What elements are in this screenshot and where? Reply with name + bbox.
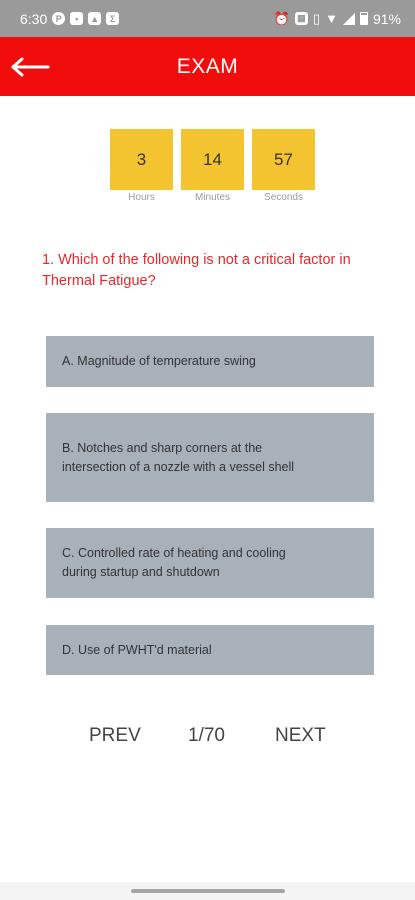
battery-percent: 91% (372, 10, 401, 27)
signal-icon: ▦ (295, 12, 308, 25)
timer-minutes-value: 14 (181, 129, 244, 190)
vibrate-icon: ▯ (312, 11, 321, 26)
p-circle-icon: P (52, 12, 65, 25)
timer-hours (110, 129, 173, 203)
answer-option-b-label: B. Notches and sharp corners at the intersection of a nozzle with a vessel shell (62, 440, 295, 474)
image-icon: ▲ (88, 12, 101, 25)
answer-option-c-label: C. Controlled rate of heating and cooling during startup and shutdown (62, 546, 286, 579)
status-right (274, 11, 401, 27)
timer-seconds-label: Seconds (264, 192, 303, 203)
answer-option-a-label: A. Magnitude of temperature swing (62, 354, 256, 368)
answer-option-a[interactable] (46, 336, 374, 387)
next-button[interactable]: NEXT (275, 725, 326, 746)
page-title: EXAM (176, 54, 239, 78)
answer-option-b[interactable] (46, 413, 374, 502)
answer-option-d[interactable] (46, 625, 374, 675)
photo-icon: ▪ (70, 12, 83, 25)
alarm-icon: ⏰ (273, 11, 290, 26)
status-bar (0, 0, 415, 37)
timer-minutes (181, 129, 244, 203)
arrow-left-icon (10, 57, 50, 77)
back-button[interactable] (8, 49, 52, 85)
status-left (20, 11, 119, 27)
timer-hours-value: 3 (110, 129, 173, 190)
timer-seconds (252, 129, 315, 203)
sigma-icon: Σ (106, 12, 119, 25)
answer-option-c[interactable] (46, 528, 374, 598)
timer-hours-label: Hours (128, 192, 155, 203)
question-text: 1. Which of the following is not a critical factor in Thermal Fatigue? (42, 252, 351, 289)
timer-seconds-value: 57 (252, 129, 315, 190)
timer-minutes-label: Minutes (194, 192, 230, 203)
battery-icon (360, 12, 368, 25)
countdown-timer (110, 129, 315, 203)
cell-signal-icon (343, 13, 355, 25)
status-time: 6:30 (20, 10, 48, 27)
home-indicator[interactable] (131, 889, 285, 893)
wifi-icon: ▼ (325, 11, 338, 26)
question-counter: 1/70 (188, 725, 225, 746)
prev-button[interactable]: PREV (89, 725, 141, 746)
app-bar (0, 37, 415, 96)
question-navigation (0, 722, 415, 752)
answer-option-d-label: D. Use of PWHT'd material (62, 642, 212, 657)
